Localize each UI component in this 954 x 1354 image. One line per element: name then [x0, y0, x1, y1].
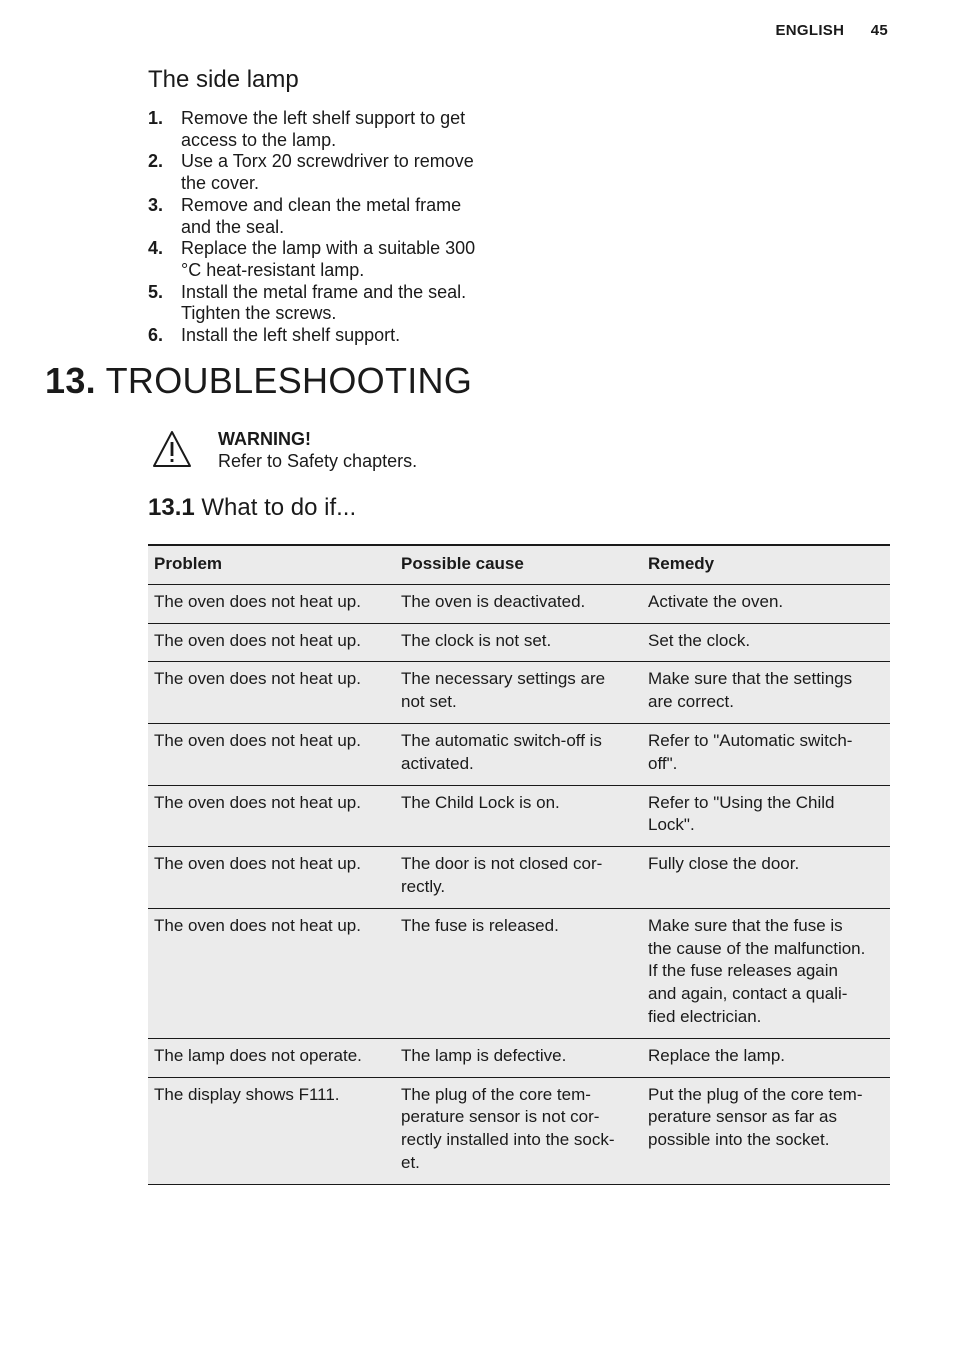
step-text-line: and the seal. [181, 216, 285, 237]
list-item [148, 282, 508, 325]
cell-line: Lock". [648, 815, 695, 835]
cell-line: Set the clock. [648, 630, 751, 650]
cell-line: The lamp is defective. [401, 1045, 567, 1065]
step-number: 3. [148, 194, 164, 215]
step-number: 6. [148, 325, 164, 346]
cell-line: and again, contact a quali- [648, 984, 848, 1004]
table-row [148, 623, 890, 662]
remedy-cell [642, 723, 890, 785]
list-item [148, 151, 508, 194]
remedy-cell [642, 662, 890, 724]
list-item [148, 108, 508, 151]
cell-line: off". [648, 753, 678, 773]
chapter-title: TROUBLESHOOTING [105, 360, 473, 401]
remedy-cell [642, 847, 890, 909]
table-row [148, 847, 890, 909]
cell-line: fied electrician. [648, 1006, 762, 1026]
cell-line: et. [401, 1152, 420, 1172]
step-text-line: Remove and clean the metal frame [181, 194, 462, 215]
problem-cell [148, 1038, 395, 1077]
cell-line: rectly. [401, 876, 446, 896]
page-number: 45 [870, 22, 888, 39]
cause-cell [395, 584, 642, 623]
cell-line: The oven does not heat up. [154, 630, 361, 650]
problem-cell [148, 584, 395, 623]
problem-cell [148, 908, 395, 1038]
cell-line: Refer to "Using the Child [648, 792, 835, 812]
cell-line: The oven does not heat up. [154, 792, 361, 812]
problem-cell [148, 1077, 395, 1184]
side-lamp-steps [148, 108, 508, 347]
cell-line: Make sure that the fuse is [648, 915, 843, 935]
cause-cell [395, 623, 642, 662]
cause-cell [395, 908, 642, 1038]
step-text [181, 325, 400, 347]
step-text [181, 108, 465, 151]
cell-line: The oven does not heat up. [154, 591, 361, 611]
list-item [148, 195, 508, 238]
step-text [181, 195, 461, 238]
warning-text: Refer to Safety chapters. [218, 451, 418, 471]
step-text [181, 151, 474, 194]
remedy-cell [642, 1038, 890, 1077]
cause-cell [395, 723, 642, 785]
section-number: 13.1 [148, 494, 195, 521]
cell-line: The Child Lock is on. [401, 792, 560, 812]
cell-line: Refer to "Automatic switch- [648, 730, 853, 750]
problem-cell [148, 623, 395, 662]
cell-line: The lamp does not operate. [154, 1045, 362, 1065]
cell-line: The oven does not heat up. [154, 669, 361, 689]
step-number: 1. [148, 108, 164, 128]
cell-line: rectly installed into the sock- [401, 1130, 615, 1150]
list-item [148, 238, 508, 281]
remedy-cell [642, 908, 890, 1038]
cause-cell [395, 662, 642, 724]
section-heading [148, 494, 356, 522]
column-header-remedy: Remedy [648, 554, 715, 573]
problem-cell [148, 847, 395, 909]
remedy-cell [642, 623, 890, 662]
problem-cell [148, 662, 395, 724]
table-row [148, 584, 890, 623]
column-header-cause: Possible cause [401, 554, 524, 573]
step-text-line: Install the left shelf support. [181, 325, 401, 346]
side-lamp-heading: The side lamp [148, 66, 299, 93]
step-text-line: Remove the left shelf support to get [181, 108, 466, 128]
step-text-line: Replace the lamp with a suitable 300 [181, 238, 476, 259]
table-row [148, 908, 890, 1038]
problem-cell [148, 723, 395, 785]
cell-line: activated. [401, 753, 474, 773]
cell-line: not set. [401, 692, 457, 712]
cell-line: Fully close the door. [648, 854, 800, 874]
cell-line: The door is not closed cor- [401, 854, 603, 874]
cell-line: Activate the oven. [648, 591, 784, 611]
table-row [148, 785, 890, 847]
cell-line: The fuse is released. [401, 915, 559, 935]
cell-line: possible into the socket. [648, 1130, 830, 1150]
step-text-line: Use a Torx 20 screwdriver to remove [181, 151, 474, 172]
page-header [775, 22, 888, 39]
troubleshooting-table [148, 544, 890, 1185]
warning-triangle-icon [152, 430, 192, 468]
table-header-row [148, 545, 890, 584]
cause-cell [395, 847, 642, 909]
table-row [148, 1038, 890, 1077]
step-text [181, 282, 466, 325]
step-number: 2. [148, 151, 164, 172]
step-text-line: Install the metal frame and the seal. [181, 281, 467, 302]
step-text [181, 238, 475, 281]
table-row [148, 662, 890, 724]
cell-line: The automatic switch-off is [401, 730, 602, 750]
warning-title: WARNING! [218, 429, 311, 449]
cell-line: The plug of the core tem- [401, 1084, 591, 1104]
table-row [148, 1077, 890, 1184]
cell-line: If the fuse releases again [648, 961, 838, 981]
language-label: ENGLISH [775, 22, 845, 39]
cell-line: The oven does not heat up. [154, 854, 361, 874]
section-title: What to do if... [201, 494, 357, 521]
remedy-cell [642, 584, 890, 623]
cause-cell [395, 1038, 642, 1077]
cell-line: are correct. [648, 692, 734, 712]
step-text-line: access to the lamp. [181, 129, 337, 150]
step-number: 4. [148, 238, 164, 259]
cell-line: Replace the lamp. [648, 1045, 786, 1065]
column-header-problem: Problem [154, 554, 223, 573]
cell-line: The necessary settings are [401, 669, 606, 689]
cell-line: The oven is deactivated. [401, 591, 586, 611]
cell-line: The display shows F111. [154, 1084, 340, 1104]
cell-line: The oven does not heat up. [154, 730, 361, 750]
step-number: 5. [148, 281, 164, 302]
cell-line: Make sure that the settings [648, 669, 853, 689]
list-item [148, 325, 508, 347]
cell-line: perature sensor is not cor- [401, 1107, 600, 1127]
table-row [148, 723, 890, 785]
remedy-cell [642, 1077, 890, 1184]
remedy-cell [642, 785, 890, 847]
problem-cell [148, 785, 395, 847]
cause-cell [395, 785, 642, 847]
cell-line: the cause of the malfunction. [648, 938, 866, 958]
chapter-heading [45, 360, 472, 402]
cell-line: The oven does not heat up. [154, 915, 361, 935]
cell-line: Put the plug of the core tem- [648, 1084, 863, 1104]
step-text-line: Tighten the screws. [181, 303, 337, 324]
cell-line: The clock is not set. [401, 630, 552, 650]
chapter-number: 13. [45, 360, 96, 401]
step-text-line: the cover. [181, 173, 260, 194]
cause-cell [395, 1077, 642, 1184]
cell-line: perature sensor as far as [648, 1107, 837, 1127]
step-text-line: °C heat-resistant lamp. [181, 259, 365, 280]
